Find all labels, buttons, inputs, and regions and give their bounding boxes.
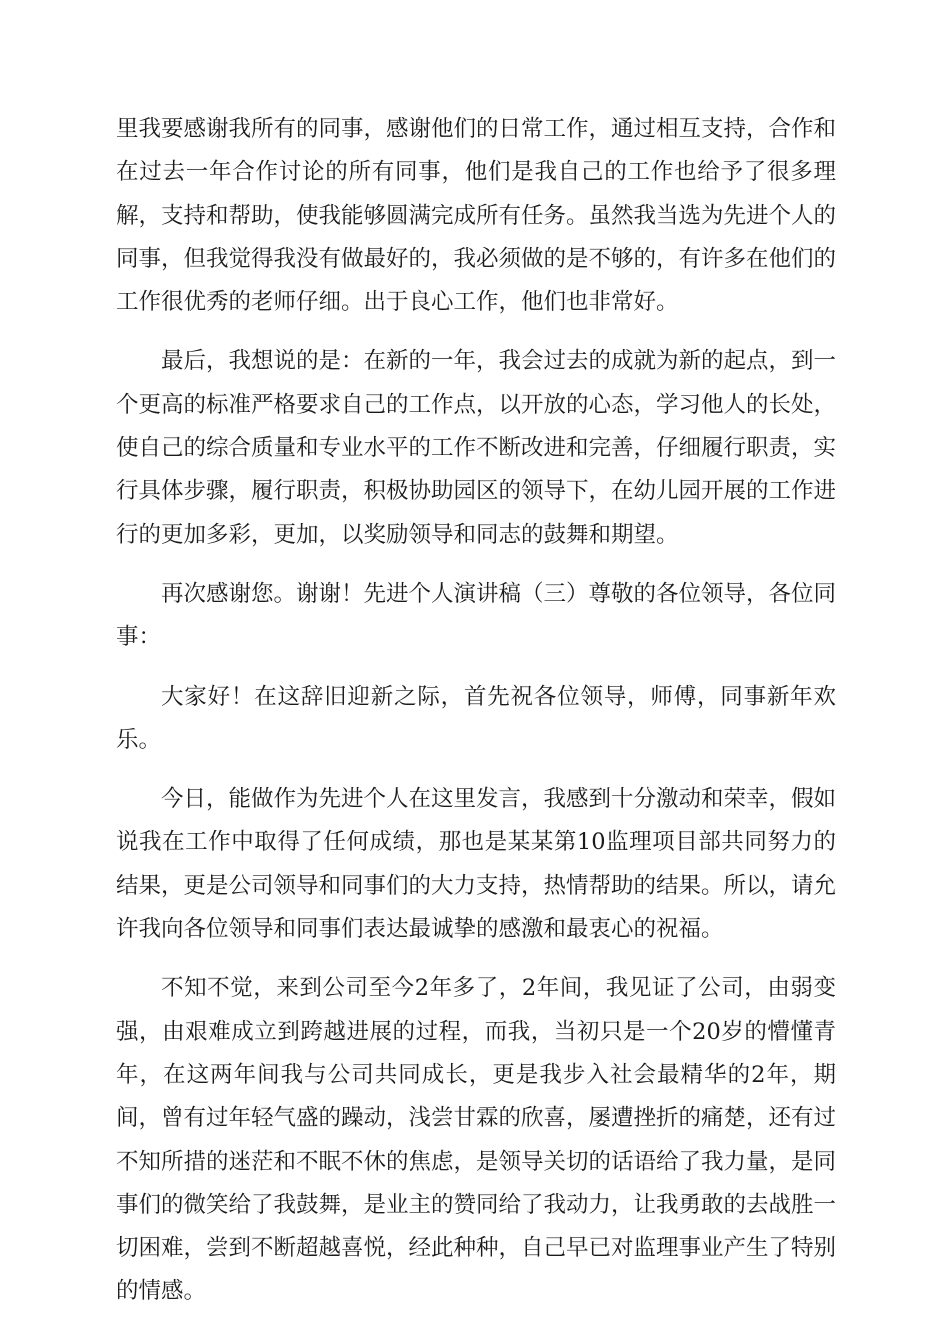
paragraph-continuation: 里我要感谢我所有的同事，感谢他们的日常工作，通过相互支持，合作和在过去一年合作讨论的所有同事，他们是我自己的工作也给予了很多理解，支持和帮助，使我能够圆满完成所有任务。虽然我当选为先进个人的同事，但我觉得我没有做最好的，我必须做的是不够的，有许多在他们的工作很优秀的老师仔细。出于良心工作，他们也非常好。: [116, 116, 837, 316]
document-page: [116, 108, 836, 1330]
paragraph-greeting: 大家好！在这辞旧迎新之际，首先祝各位领导，师傅，同事新年欢乐。: [116, 683, 836, 753]
paragraph-today: 今日，能做作为先进个人在这里发言，我感到十分激动和荣幸，假如说我在工作中取得了任何成绩，那也是某某第10监理项目部共同努力的结果，更是公司领导和同事们的大力支持，热情帮助的结果。所以，请允许我向各位领导和同事们表达最诚挚的感激和最衷心的祝福。: [116, 786, 837, 943]
paragraph-two-years: 不知不觉，来到公司至今2年多了，2年间，我见证了公司，由弱变强，由艰难成立到跨越进展的过程，而我，当初只是一个20岁的懵懂青年，在这两年间我与公司共同成长，更是我步入社会最精华的2年，期间，曾有过年轻气盛的躁动，浅尝甘霖的欣喜，屡遭挫折的痛楚，还有过不知所措的迷茫和不眠不休的焦虑，是领导关切的话语给了我力量，是同事们的微笑给了我鼓舞，是业主的赞同给了我动力，让我勇敢的去战胜一切困难，尝到不断超越喜悦，经此种种，自己早已对监理事业产生了特别的情感。: [116, 975, 837, 1305]
paragraph-closing-remarks: 最后，我想说的是：在新的一年，我会过去的成就为新的起点，到一个更高的标准严格要求自己的工作点，以开放的心态，学习他人的长处，使自己的综合质量和专业水平的工作不断改进和完善，仔细履行职责，实行具体步骤，履行职责，积极协助园区的领导下，在幼儿园开展的工作进行的更加多彩，更加，以奖励领导和同志的鼓舞和期望。: [116, 348, 837, 548]
paragraph-thanks-and-title: 再次感谢您。谢谢！先进个人演讲稿（三）尊敬的各位领导，各位同事：: [116, 580, 837, 651]
